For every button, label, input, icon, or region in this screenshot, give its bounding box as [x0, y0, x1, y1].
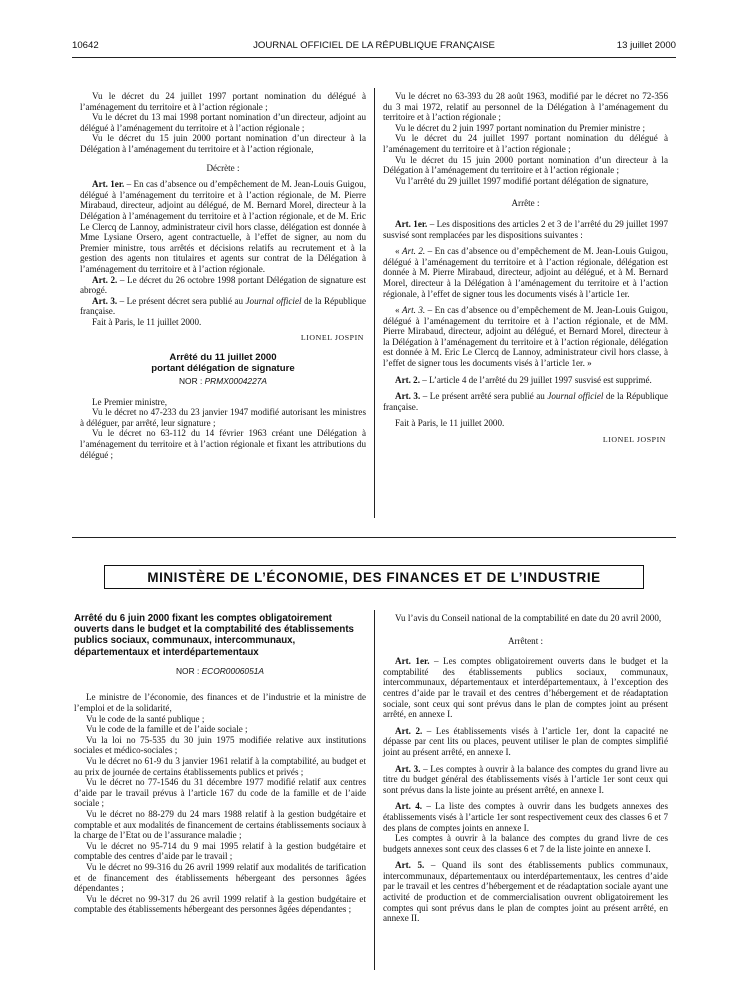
- bottom-right-column: [383, 613, 668, 924]
- quoted-article-2: [383, 246, 668, 299]
- article-text: – En cas d’absence ou d’empêchement de M. Jean-Louis Guigou, délégué à l’aménagement du territoire et à l’action régionale, et de MM. Pierre Mirabaud, directeur, adjoint au délégué, et Bernard Morel, directeur à la Délégation à l’aménagement du territoire et à l’action régionale, délégation est donnée à M. Eric Le Clercq de Lannoy, administrateur civil hors classe, à l’effet de signer tous les documents visés à l’article 1er. »: [383, 305, 668, 369]
- article-2: [80, 275, 366, 296]
- article-text: – Les comptes à ouvrir à la balance des comptes du grand livre au titre du budget général des établissements visés à l’article 1er sont ceux qui sont prévus dans la liste jointe au présent arrêté, en annexe I.: [383, 763, 668, 795]
- article-1: [383, 219, 668, 240]
- article-2: [383, 375, 668, 386]
- article-label: Art. 5.: [395, 860, 425, 871]
- visa-paragraph: Vu le décret no 99-316 du 26 avril 1999 relatif aux modalités de tarification et de financement des établissements hébergeant des personnes âgées dépendantes ;: [74, 861, 366, 894]
- visa-paragraph: Vu le décret du 24 juillet 1997 portant nomination du délégué à l’aménagement du territoire et à l’action régionale ;: [383, 133, 668, 154]
- visa-paragraph: Vu le décret du 2 juin 1997 portant nomination du Premier ministre ;: [395, 122, 645, 133]
- visa-paragraph: Vu le décret du 15 juin 2000 portant nomination d’un directeur à la Délégation à l’aménagement du territoire et à l’action régionale,: [80, 133, 366, 154]
- top-left-column: [80, 91, 366, 460]
- visa-paragraph: Vu le décret no 63-393 du 28 août 1963, modifié par le décret no 72-356 du 3 mai 1972, relatif au personnel de la Délégation à l’aménagement du territoire et à l’action régionale ;: [383, 91, 668, 123]
- article-text: – Le décret du 26 octobre 1998 portant Délégation de signature est abrogé.: [80, 274, 366, 296]
- article-text: – En cas d’absence ou d’empêchement de M. Jean-Louis Guigou, délégué à l’aménagement du territoire et à l’action régionale, délégation est donnée à M. Pierre Mirabaud, directeur, adjoint au délégué, et à M. Bernard Morel, directeur à la Délégation à l’aménagement du territoire et à l’action régionale, à l’effet de signer tous les documents visés à l’article 1er.: [383, 246, 668, 299]
- page-header: [72, 40, 676, 56]
- visa-paragraph: Vu le code de la santé publique ;: [86, 713, 205, 724]
- visa-paragraph: Vu le décret du 13 mai 1998 portant nomination d’un directeur, adjoint au délégué à l’aménagement du territoire et à l’action régionale ;: [80, 112, 366, 133]
- article-4: [383, 801, 668, 833]
- ministry-title: MINISTÈRE DE L’ÉCONOMIE, DES FINANCES ET DE L’INDUSTRIE: [147, 569, 601, 585]
- article-text: – Les dispositions des articles 2 et 3 de l’arrêté du 29 juillet 1997 susvisé sont remplacées par les dispositions suivantes :: [383, 218, 668, 240]
- bottom-left-column: [74, 613, 366, 915]
- nor-reference: [80, 376, 366, 387]
- column-divider: [374, 88, 375, 518]
- article-3: [383, 764, 668, 796]
- article-label: Art. 3.: [402, 305, 426, 316]
- nor-code: PRMX0004227A: [204, 376, 267, 387]
- visa-paragraph: Vu le décret du 24 juillet 1997 portant nomination du délégué à l’aménagement du territoire et à l’action régionale ;: [80, 91, 366, 112]
- article-label: Art. 3.: [395, 391, 421, 402]
- article-label: Art. 3.: [395, 763, 421, 774]
- article-label: Art. 2.: [402, 246, 426, 257]
- journal-name: Journal officiel: [547, 391, 604, 402]
- top-right-column: [383, 91, 668, 452]
- nor-prefix: NOR :: [176, 665, 202, 676]
- article-3: [383, 391, 668, 412]
- section-rule: [72, 537, 676, 538]
- article-text: – L’article 4 de l’arrêté du 29 juillet 1997 susvisé est supprimé.: [420, 374, 652, 385]
- signature: LIONEL JOSPIN: [300, 333, 364, 343]
- article-text: – Le présent arrêté sera publié au: [420, 391, 548, 402]
- article-text: de la République française.: [80, 295, 366, 317]
- visa-paragraph: Vu le code de la famille et de l’aide sociale ;: [86, 724, 248, 735]
- nor-code: ECOR0006051A: [201, 665, 264, 676]
- visa-paragraph: Vu la loi no 75-535 du 30 juin 1975 modifiée relative aux institutions sociales et médico-sociales ;: [74, 734, 366, 756]
- article-text: – Les comptes obligatoirement ouverts dans le budget et la comptabilité des établissements publics sociaux, communaux, intercommunaux, départementaux et interdépartementaux, à l’exception des centres d’aide par le travail et des centres d’hébergement et de réadaptation sociale, sont ceux qui sont prévus dans le plan de comptes joint au présent arrêté, en annexe I.: [383, 656, 668, 720]
- act-title-line: Arrêté du 11 juillet 2000: [169, 352, 277, 364]
- article-text: de la République française.: [383, 391, 668, 412]
- visa-paragraph: Vu l’arrêté du 29 juillet 1997 modifié portant délégation de signature,: [395, 175, 649, 186]
- visa-paragraph: Vu le décret no 77-1546 du 31 décembre 1977 modifié relatif aux centres d’aide par le travail prévus à l’article 167 du code de la famille et de l’aide sociale ;: [74, 777, 366, 809]
- decrete-heading: Décrète :: [206, 162, 240, 173]
- article-label: Art. 1er.: [395, 656, 430, 667]
- intro-paragraph: Le ministre de l’économie, des finances et de l’industrie et la ministre de l’emploi et de la solidarité,: [74, 692, 366, 713]
- article-1: [80, 179, 366, 274]
- article-text: – En cas d’absence ou d’empêchement de M. Jean-Louis Guigou, délégué à l’aménagement du territoire et à l’action régionale, de M. Pierre Mirabaud, directeur, adjoint au délégué, de M. Bernard Morel, directeur à la Délégation à l’aménagement du territoire et à l’action régionale, et de M. Eric Le Clercq de Lannoy, administrateur civil hors classe, délégation est donnée à Mme Lysiane Orsero, agent contractuelle, à l’effet de signer, au nom du Premier ministre, tous arrêtés et décisions relatifs au recrutement et à la gestion des agents non titulaires et agents sur contrat de la Délégation à l’aménagement du territoire et à l’action régionale.: [80, 179, 366, 274]
- issue-date: 13 juillet 2000: [616, 40, 676, 51]
- page-number: 10642: [72, 40, 99, 51]
- nor-prefix: NOR :: [179, 376, 205, 387]
- header-rule: [72, 57, 676, 58]
- visa-paragraph: Vu le décret no 99-317 du 26 avril 1999 relatif à la gestion budgétaire et comptable des établissements hébergeant des personnes âgées dépendantes ;: [74, 893, 366, 915]
- act-title: Arrêté du 6 juin 2000 fixant les comptes obligatoirement ouverts dans le budget et la comptabilité des établissements publics sociaux, communaux, intercommunaux, départementaux et interdépartementaux: [74, 613, 354, 658]
- article-5: [383, 860, 668, 924]
- article-text: – Les établissements visés à l’article 1er, dont la capacité ne dépasse par cent lits ou places, peuvent utiliser le plan de comptes simplifié joint au présent arrêté, en annexe I.: [383, 725, 668, 757]
- visa-paragraph: Vu le décret no 47-233 du 23 janvier 1947 modifié autorisant les ministres à déléguer, par arrêté, leur signature ;: [80, 407, 366, 428]
- arretent-heading: Arrêtent :: [507, 635, 544, 646]
- journal-name: Journal officiel: [245, 295, 302, 306]
- premier-ministre: Le Premier ministre,: [92, 396, 168, 407]
- fait-line: Fait à Paris, le 11 juillet 2000.: [92, 316, 202, 327]
- visa-paragraph: Vu le décret no 63-112 du 14 février 1963 créant une Délégation à l’aménagement du territoire et à l’action régionale et fixant les attributions du délégué ;: [80, 428, 366, 460]
- column-divider: [374, 610, 375, 970]
- quoted-article-3: [383, 305, 668, 369]
- article-3: [80, 296, 366, 317]
- article-label: Art. 1er.: [92, 179, 125, 190]
- article-2: [383, 726, 668, 758]
- journal-title: JOURNAL OFFICIEL DE LA RÉPUBLIQUE FRANÇAISE: [253, 40, 495, 51]
- avis-paragraph: Vu l’avis du Conseil national de la comptabilité en date du 20 avril 2000,: [395, 613, 662, 623]
- quote-mark: «: [395, 246, 403, 257]
- article-text: – Le présent décret sera publié au: [117, 295, 246, 306]
- visa-paragraph: Vu le décret no 88-279 du 24 mars 1988 relatif à la gestion budgétaire et comptable et aux modalités de financement de certains établissements sociaux à la charge de l’Etat ou de l’assurance maladie ;: [74, 808, 366, 841]
- fait-line: Fait à Paris, le 11 juillet 2000.: [395, 418, 505, 429]
- nor-reference: [74, 666, 366, 677]
- visa-paragraph: Vu le décret no 95-714 du 9 mai 1995 relatif à la gestion budgétaire et comptable des centres d’aide par le travail ;: [74, 840, 366, 862]
- act-title-line: portant délégation de signature: [151, 363, 295, 375]
- article-label: Art. 1er.: [395, 218, 428, 229]
- article-1: [383, 656, 668, 720]
- article-label: Art. 2.: [92, 274, 118, 285]
- article-label: Art. 3.: [92, 295, 118, 306]
- signature: LIONEL JOSPIN: [602, 435, 666, 445]
- arrete-heading: Arrête :: [511, 198, 540, 209]
- act-title: [80, 352, 366, 374]
- article-label: Art. 2.: [395, 725, 423, 736]
- article-label: Art. 2.: [395, 374, 420, 385]
- article-4-paragraph: Les comptes à ouvrir à la balance des comptes du grand livre de ces budgets annexes sont ceux des classes 6 et 7 de la liste jointe en annexe I.: [383, 833, 668, 854]
- quote-mark: «: [395, 305, 403, 316]
- article-label: Art. 4.: [395, 801, 423, 812]
- article-text: – Quand ils sont des établissements publics communaux, intercommunaux, départementaux ou interdépartementaux, les centres d’aide par le travail et les centres d’hébergement et de réadaptation sociale ayant une activité de production et de commercialisation ouvrent obligatoirement les comptes qui sont prévus dans le plan de comptes joint au présent arrêté, en annexe II.: [383, 860, 668, 924]
- article-text: – La liste des comptes à ouvrir dans les budgets annexes des établissements visés à l’article 1er sont respectivement ceux des classes 6 et 7 des plans de comptes joints en annexe I.: [383, 801, 669, 833]
- ministry-banner: [104, 565, 644, 589]
- visa-paragraph: Vu le décret no 61-9 du 3 janvier 1961 relatif à la comptabilité, au budget et au prix de journée de certains établissements publics et privés ;: [74, 755, 366, 777]
- visa-paragraph: Vu le décret du 15 juin 2000 portant nomination d’un directeur à la Délégation à l’aménagement du territoire et à l’action régionale ;: [383, 154, 668, 176]
